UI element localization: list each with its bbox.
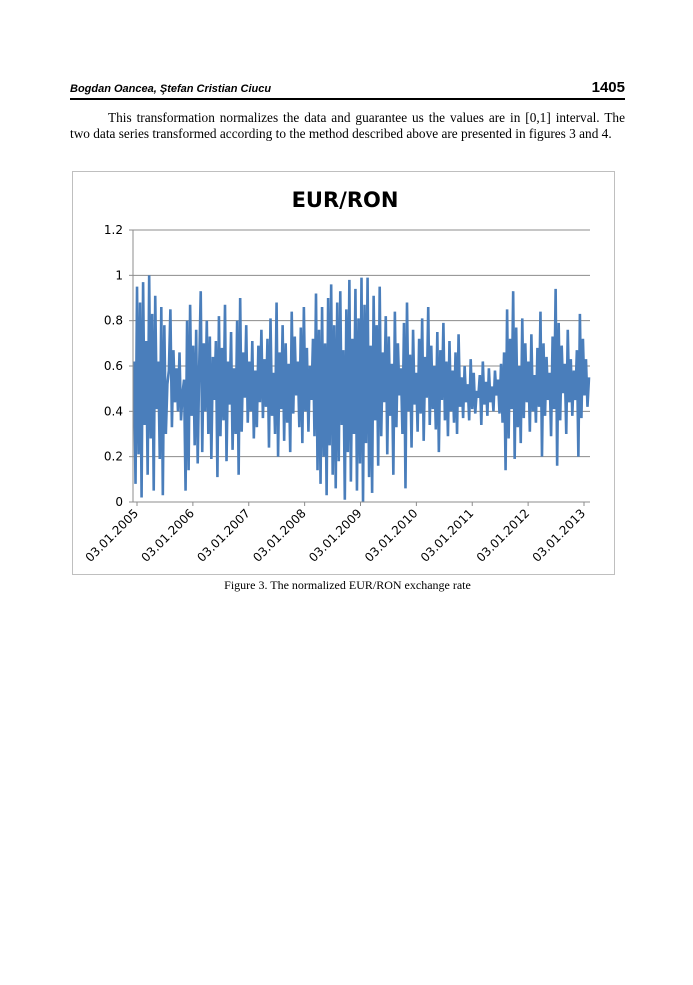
series-line <box>134 275 589 502</box>
x-tick-label: 03.01.2007 <box>194 506 253 565</box>
running-header <box>70 76 625 100</box>
x-tick-label: 03.01.2005 <box>82 506 142 565</box>
x-tick-label: 03.01.2010 <box>362 506 421 565</box>
chart-svg <box>73 172 616 576</box>
x-tick-label: 03.01.2012 <box>473 506 533 565</box>
body-paragraph: This transformation normalizes the data and guarantee us the values are in [0,1] interval. The two data series transformed according to the method described above are presented in figures 3 and 4. <box>70 110 625 141</box>
y-tick-label: 1.2 <box>103 223 123 237</box>
x-tick-label: 03.01.2013 <box>529 506 589 565</box>
page-number: 1405 <box>591 79 625 96</box>
x-tick-label: 03.01.2008 <box>250 506 309 565</box>
x-tick-label: 03.01.2009 <box>306 506 365 565</box>
chart-title: EUR/RON <box>291 188 399 212</box>
y-tick-label: 0.4 <box>103 404 123 419</box>
x-tick-label: 03.01.2006 <box>138 506 197 565</box>
y-tick-label: 0.6 <box>103 359 123 373</box>
y-tick-label: 0.2 <box>103 449 123 464</box>
y-axis-ticks <box>104 223 133 509</box>
y-tick-label: 0 <box>115 495 123 509</box>
y-tick-label: 1 <box>115 268 123 283</box>
y-tick-label: 0.8 <box>103 313 123 328</box>
header-authors: Bogdan Oancea, Ştefan Cristian Ciucu <box>70 83 272 95</box>
x-tick-label: 03.01.2011 <box>417 506 477 565</box>
series-layer <box>134 275 589 502</box>
figure-caption: Figure 3. The normalized EUR/RON exchange rate <box>224 578 471 592</box>
figure-chart <box>72 171 615 575</box>
x-axis-ticks <box>83 502 588 565</box>
